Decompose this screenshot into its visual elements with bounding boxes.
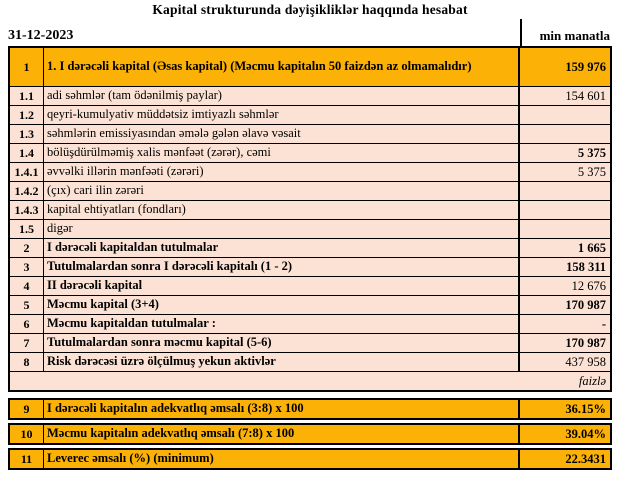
row-label: bölüşdürülməmiş xalis mənfəət (zərər), cəmi bbox=[44, 144, 520, 162]
row-label bbox=[44, 372, 520, 390]
row-value: faizlə bbox=[578, 373, 606, 388]
table-row bbox=[10, 276, 610, 295]
row-value: 170 987 bbox=[565, 335, 606, 350]
row-value: 5 375 bbox=[577, 164, 606, 179]
row-label: Məcmu kapitalın adekvatlıq əmsalı (7:8) x 100 bbox=[44, 425, 520, 443]
row-value: 158 311 bbox=[566, 259, 606, 274]
row-value bbox=[520, 201, 610, 219]
unit-label: min manatla bbox=[520, 19, 612, 46]
row-number: 1.1 bbox=[10, 87, 44, 105]
row-label: Tutulmalardan sonra məcmu kapital (5-6) bbox=[44, 334, 520, 352]
row-value: - bbox=[601, 316, 606, 331]
table-row bbox=[10, 314, 610, 333]
row-number: 3 bbox=[10, 258, 44, 276]
row-number: 1.2 bbox=[10, 106, 44, 124]
row-value: 39.04% bbox=[565, 426, 606, 441]
table-row bbox=[10, 333, 610, 352]
row-label: səhmlərin emissiyasından əmələ gələn əlavə vəsait bbox=[44, 125, 520, 143]
row-value: 22.3431 bbox=[565, 451, 606, 466]
table-row bbox=[10, 86, 610, 105]
row-label: Məcmu kapitaldan tutulmalar : bbox=[44, 315, 520, 333]
row-value: 36.15% bbox=[565, 401, 606, 416]
row-value: 159 976 bbox=[565, 59, 606, 74]
row-label: (çıx) cari ilin zərəri bbox=[44, 182, 520, 200]
row-value bbox=[520, 220, 610, 238]
row-label: 1. I dərəcəli kapital (Əsas kapital) (Məcmu kapitalın 50 faizdən az olmamalıdır) bbox=[44, 48, 520, 86]
row-number bbox=[10, 372, 44, 390]
row-label: kapital ehtiyatları (fondları) bbox=[44, 201, 520, 219]
row-number: 7 bbox=[10, 334, 44, 352]
row-value: 1 665 bbox=[577, 240, 606, 255]
capital-table bbox=[8, 46, 612, 392]
row-number: 10 bbox=[10, 425, 44, 443]
row-number: 4 bbox=[10, 277, 44, 295]
row-label: Leverec əmsalı (%) (minimum) bbox=[44, 450, 520, 468]
table-row bbox=[10, 181, 610, 200]
table-row bbox=[10, 162, 610, 181]
table-row bbox=[10, 295, 610, 314]
table-row bbox=[10, 257, 610, 276]
row-label: əvvəlki illərin mənfəəti (zərəri) bbox=[44, 163, 520, 181]
row-value: 437 958 bbox=[565, 354, 606, 369]
table-row bbox=[8, 423, 612, 445]
table-row bbox=[10, 371, 610, 390]
table-row bbox=[10, 48, 610, 86]
row-number: 2 bbox=[10, 239, 44, 257]
row-label: Tutulmalardan sonra I dərəcəli kapitalı (1 - 2) bbox=[44, 258, 520, 276]
table-row bbox=[10, 219, 610, 238]
row-label: Məcmu kapital (3+4) bbox=[44, 296, 520, 314]
row-label: I dərəcəli kapitalın adekvatlıq əmsalı (3:8) x 100 bbox=[44, 400, 520, 418]
row-number: 1.3 bbox=[10, 125, 44, 143]
row-value: 5 375 bbox=[577, 145, 606, 160]
row-number: 1.4.2 bbox=[10, 182, 44, 200]
table-row bbox=[8, 398, 612, 420]
row-number: 1.5 bbox=[10, 220, 44, 238]
table-row bbox=[10, 200, 610, 219]
row-number: 11 bbox=[10, 450, 44, 468]
row-number: 1.4 bbox=[10, 144, 44, 162]
row-number: 1 bbox=[10, 48, 44, 86]
row-number: 5 bbox=[10, 296, 44, 314]
report-title: Kapital strukturunda dəyişikliklər haqqında hesabat bbox=[152, 2, 468, 17]
ratio-table bbox=[8, 398, 612, 470]
table-row bbox=[10, 238, 610, 257]
row-value bbox=[520, 106, 610, 124]
row-number: 1.4.3 bbox=[10, 201, 44, 219]
row-label: I dərəcəli kapitaldan tutulmalar bbox=[44, 239, 520, 257]
report-date: 31-12-2023 bbox=[8, 28, 74, 43]
row-number: 9 bbox=[10, 400, 44, 418]
row-value: 154 601 bbox=[565, 88, 606, 103]
row-label: digər bbox=[44, 220, 520, 238]
row-value bbox=[520, 182, 610, 200]
table-row bbox=[10, 124, 610, 143]
table-row bbox=[10, 105, 610, 124]
row-number: 6 bbox=[10, 315, 44, 333]
row-label: adi səhmlər (tam ödənilmiş paylar) bbox=[44, 87, 520, 105]
report-header bbox=[8, 18, 612, 46]
table-row bbox=[8, 448, 612, 470]
row-number: 1.4.1 bbox=[10, 163, 44, 181]
table-row bbox=[10, 352, 610, 371]
row-label: qeyri-kumulyativ müddətsiz imtiyazlı səhmlər bbox=[44, 106, 520, 124]
row-number: 8 bbox=[10, 353, 44, 371]
row-value: 12 676 bbox=[571, 278, 606, 293]
row-value bbox=[520, 125, 610, 143]
row-value: 170 987 bbox=[565, 297, 606, 312]
row-label: II dərəcəli kapital bbox=[44, 277, 520, 295]
row-label: Risk dərəcəsi üzrə ölçülmuş yekun aktivlər bbox=[44, 353, 520, 371]
table-row bbox=[10, 143, 610, 162]
